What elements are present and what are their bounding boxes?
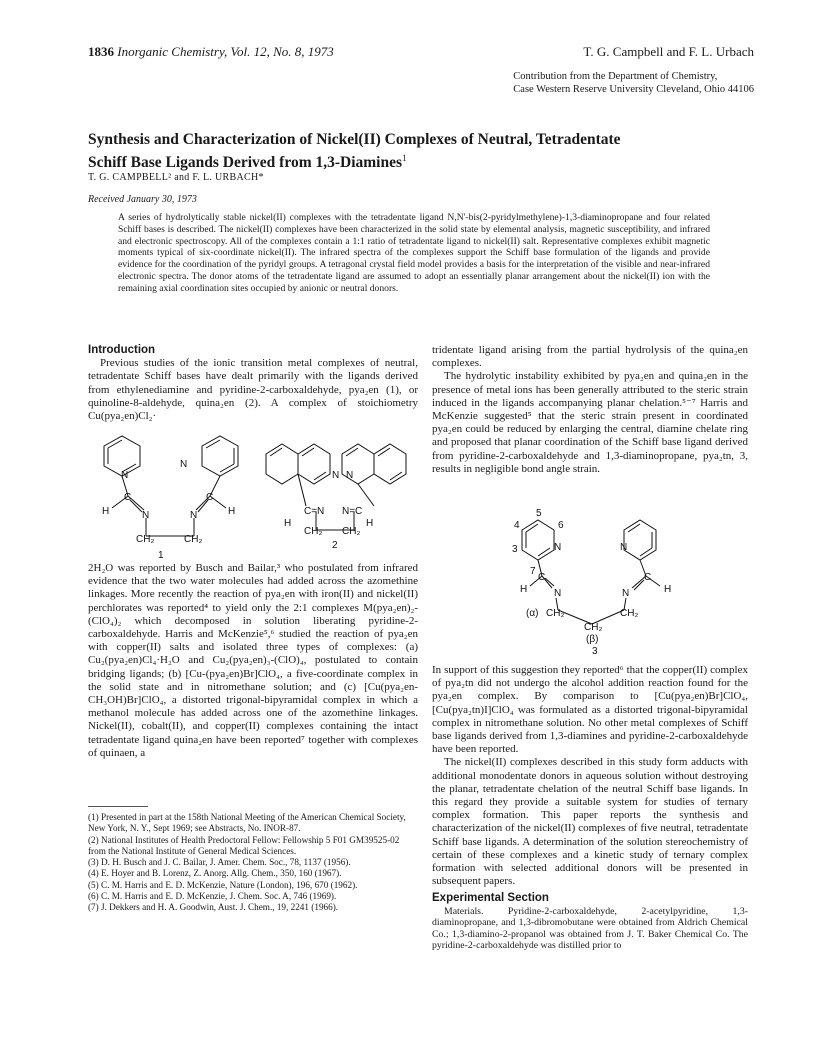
s2-label-h-right: H (366, 518, 374, 529)
s3-label-alpha: (α) (526, 608, 539, 619)
s3-label-3: 3 (512, 544, 518, 555)
right-column-bottom (432, 664, 748, 952)
s2-label-h-left: H (284, 518, 292, 529)
structure-3-number: 3 (592, 646, 598, 656)
footnote-rule (88, 806, 148, 807)
experimental-heading: Experimental Section (432, 892, 549, 905)
s2-label-nceq: N=C (342, 506, 363, 517)
s3-label-c-left: C (538, 572, 546, 583)
contribution-line-2: Case Western Reserve University Cleveland, Ohio 44106 (513, 84, 754, 95)
abstract: A series of hydrolytically stable nickel(II) complexes with the tetradentate ligand N,N'-bis(2-pyridylmethylene)-1,3-diaminopropane and four related Schiff bases is described. The nickel(II) complexes have been characterized in the solid state by elemental analysis, magnetic susceptibility, and infrared and electronic spectroscopy. All of the complexes contain a 1:1 ratio of tetradentate ligand to nickel(II) salt. Representative complexes exhibit magnetic moments typical of six-coordinate nickel(II). The infrared spectra of the complexes support the Schiff base formulation of the ligands and provide evidence for the coordination of the pyridyl groups. A tetragonal crystal field model provides a basis for the interpretation of the visible and near-infrared electronic spectra. The donor atoms of the tetradentate ligand are assumed to adopt an essentially planar arrangement about the nickel(II) ion with the remaining axial coordination sites occupied by anionic or neutral donors. (118, 212, 710, 294)
contribution-note (513, 70, 754, 96)
s2-label-n-left: N (332, 470, 340, 481)
footnotes (88, 812, 406, 914)
intro-paragraph-1: Previous studies of the ionic transition metal complexes of neutral, tetradentate Schiff bases have dealt primarily with the ligands derived from ethylenediamine and pyridine-2-carboxaldehyde, pya₂en (1), or quinoline-8-aldehyde, quina₂en (2). A complex of stoichiometry Cu(pya₂en)Cl₂· (88, 357, 418, 423)
footnote-6: (6) C. M. Harris and E. D. McKenzie, J. Chem. Soc. A, 746 (1969). (88, 891, 337, 902)
s1-pyridine-ring-right (202, 436, 238, 476)
s3-label-c-right: C (644, 572, 652, 583)
intro-paragraph-2: 2H₂O was reported by Busch and Bailar,³ who postulated from infrared evidence that the two water molecules had added across the azomethine linkages. More recently the reaction of pya₂en with iron(II) and nickel(II) perchlorates was reported⁴ to yield only the 2:1 complexes M(pya₂en)₂-(ClO₄)₂ which decomposed in solution liberating pyridine-2-carboxaldehyde. Harris and McKenzie⁵,⁶ studied the reaction of pya₂en with copper(II) salts and isolated three types of complexes: (a) Cu₂(pya₂en)Cl₄·H₂O and Cu₂(pya₂en)₃-(ClO)₄, postulated to contain bridging ligands; (b) [Cu-(pya₂en)Br]ClO₄, a five-coordinate complex in the solid state and in nitromethane solution; and (c) [Cu(pya₂en-CH₃OH)Br]ClO₄, a distorted trigonal-bipyramidal complex in which a methanol molecule has added across one of the azomethine linkages. Nickel(II), cobalt(II), and copper(II) complexes containing the intact tetradentate ligand quina₂en have been reported⁷ together with complexes of quinaen, a (88, 562, 418, 759)
structure-3-figure (500, 506, 700, 656)
footnote-7: (7) J. Dekkers and H. A. Goodwin, Aust. J. Chem., 19, 2241 (1966). (88, 902, 339, 913)
title-line-2: Schiff Base Ligands Derived from 1,3-Diamines (88, 154, 403, 172)
footnote-5: (5) C. M. Harris and E. D. McKenzie, Nature (London), 196, 670 (1962). (88, 879, 358, 890)
introduction-section (88, 344, 418, 423)
running-header-authors: T. G. Campbell and F. L. Urbach (583, 44, 754, 59)
s3-pyridine-ring-right (624, 520, 656, 560)
s3-label-h-right: H (664, 584, 672, 595)
title-line-1: Synthesis and Characterization of Nickel(II) Complexes of Neutral, Tetradentate (88, 131, 621, 148)
footnote-1: (1) Presented in part at the 158th National Meeting of the American Chemical Society, New York, N. Y., Sept 1969; see Abstracts, No. INOR-87. (88, 812, 406, 834)
right-paragraph-1: tridentate ligand arising from the partial hydrolysis of the quina₂en complexes. (432, 344, 748, 370)
structures-1-2-figure (84, 434, 424, 560)
s1-label-ch2-left: CH₂ (136, 534, 155, 545)
materials-paragraph: Materials. Pyridine-2-carboxaldehyde, 2-acetylpyridine, 1,3-diaminopropane, and 1,3-dibromobutane were obtained from Aldrich Chemical Co.; 1,3-diamino-2-propanol was obtained from J. T. Baker Chemical Co. The pyridine-2-carboxaldehyde was distilled prior to (432, 905, 748, 952)
s3-label-n-left: N (554, 588, 562, 599)
s3-pyridine-ring-left (522, 520, 554, 560)
s3-label-h-left: H (520, 584, 528, 595)
s1-label-h-left: H (102, 506, 110, 517)
s1-label-n-right: N (180, 459, 188, 470)
s3-label-n-ring-right: N (620, 542, 628, 553)
intro-continued (88, 562, 418, 760)
s2-quinoline-right-b (374, 444, 406, 484)
s2-label-n-right: N (346, 470, 354, 481)
s3-label-ch2-left: CH₂ (546, 608, 565, 619)
s1-label-ch2-right: CH₂ (184, 534, 203, 545)
s2-label-ceqn: C=N (304, 506, 325, 517)
footnote-2: (2) National Institutes of Health Predoctoral Fellow: Fellowship 5 F01 GM39525-02 from the National Institute of General Medical Sciences. (88, 834, 400, 856)
s3-label-beta: (β) (586, 634, 599, 645)
s1-label-n-left: N (121, 470, 129, 481)
contribution-line-1: Contribution from the Department of Chemistry, (513, 71, 718, 82)
article-title (88, 130, 728, 172)
s3-label-7: 7 (530, 566, 536, 577)
structure-1-number: 1 (158, 550, 164, 560)
s1-label-c-left: C (124, 492, 132, 503)
introduction-heading: Introduction (88, 344, 156, 356)
footnote-4: (4) E. Hoyer and B. Lorenz, Z. Anorg. Allg. Chem., 350, 160 (1967). (88, 868, 342, 879)
s3-label-n-ring-left: N (554, 542, 562, 553)
right-column-top (432, 344, 748, 476)
structure-2-number: 2 (332, 540, 338, 551)
s3-label-ch2-center: CH₂ (584, 622, 603, 633)
s3-label-6: 6 (558, 520, 564, 531)
s3-label-5: 5 (536, 508, 542, 519)
right-paragraph-2: The hydrolytic instability exhibited by pya₂en and quina₂en in the presence of metal ions has been generally attributed to the steric strain induced in the ligands accompanying planar chelation.⁵⁻⁷ Harris and McKenzie suggested⁵ that the steric strain present in coordinated pya₂en could be reduced by enlarging the central, diamine chelate ring and proposed that planar coordination of the Schiff base ligand derived from pyridine-2-carboxaldehyde and 1,3-diaminopropane, pya₂tn, 3, results in negligible bond angle strain. (432, 370, 748, 475)
right-paragraph-3: In support of this suggestion they reported⁶ that the copper(II) complex of pya₂tn did not undergo the alcohol addition reaction found for the pya₂en complex. By comparison to [Cu(pya₂en)Br]ClO₄, [Cu(pya₂tn)I]ClO₄ was formulated as a distorted trigonal-bipyramidal complex in nitromethane solution. No other metal complexes of Schiff base ligands derived from 1,3-diamines and pyridine-2-carboxaldehyde have been reported. (432, 664, 748, 756)
s3-label-ch2-right: CH₂ (620, 608, 639, 619)
received-date: Received January 30, 1973 (88, 194, 197, 205)
right-paragraph-4: The nickel(II) complexes described in this study form adducts with additional monodentate donors in aqueous solution without destroying the planar, tetradentate chelation of the neutral Schiff base ligands. In this regard they provide a suitable system for studies of ternary complex formation. This paper reports the synthesis and characterization of the nickel(II) complexes of five neutral, tetradentate Schiff base ligands. A determination of the solution stereochemistry of certain of these complexes and a kinetic study of ternary complex formation with selected additional donors will be presented in subsequent papers. (432, 756, 748, 888)
journal-citation: Inorganic Chemistry, Vol. 12, No. 8, 1973 (117, 44, 334, 59)
s1-label-h-right: H (228, 506, 236, 517)
s3-label-n-right: N (622, 588, 630, 599)
s2-quinoline-left-a (266, 444, 298, 484)
s2-label-ch2-right: CH₂ (342, 526, 361, 537)
footnote-3: (3) D. H. Busch and J. C. Bailar, J. Amer. Chem. Soc., 78, 1137 (1956). (88, 857, 351, 868)
s3-label-4: 4 (514, 520, 520, 531)
title-footnote-mark: 1 (402, 153, 407, 163)
s1-label-n2-left: N (142, 510, 150, 521)
running-header-left (88, 44, 334, 60)
s1-label-n2-right: N (190, 510, 198, 521)
s2-quinoline-left-b (298, 444, 330, 484)
page-number: 1836 (88, 44, 114, 59)
s1-label-c-right: C (206, 492, 214, 503)
s2-label-ch2-left: CH₂ (304, 526, 323, 537)
author-line: T. G. CAMPBELL² and F. L. URBACH* (88, 172, 264, 183)
